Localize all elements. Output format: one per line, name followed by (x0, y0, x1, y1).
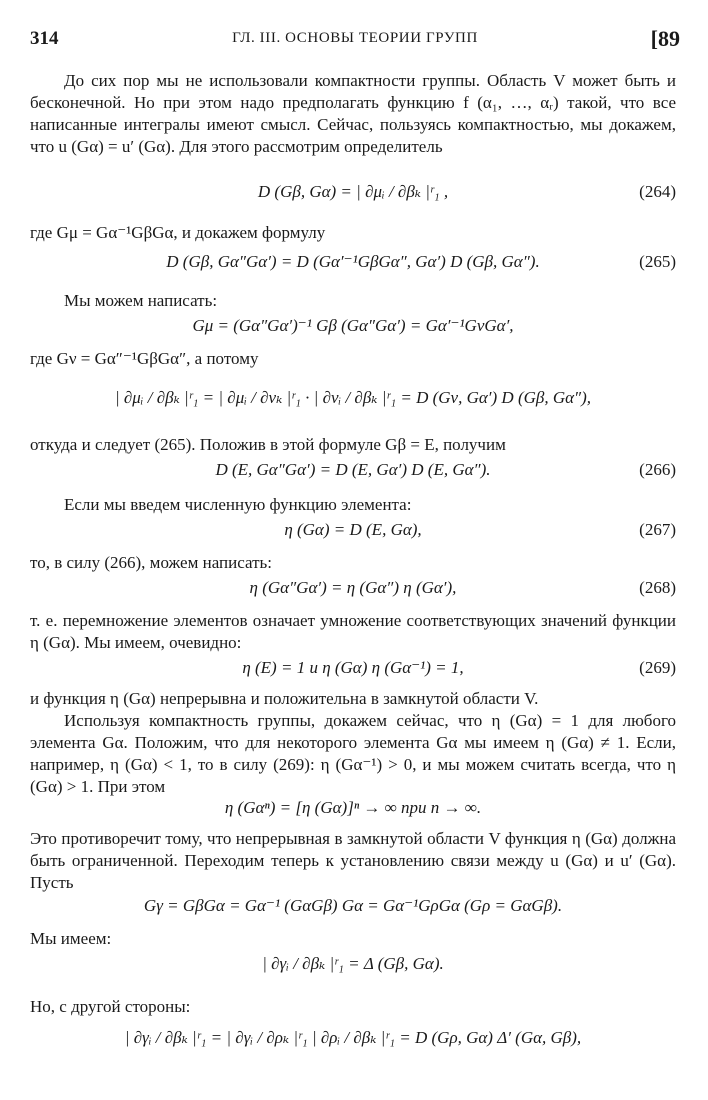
equation-body: Gμ = (Gα″Gα′)⁻¹ Gβ (Gα″Gα′) = Gα′⁻¹GνGα′, (192, 316, 514, 335)
text-line: Если мы введем численную функцию элемента: (64, 495, 412, 514)
equation-body: Gγ = GβGα = Gα⁻¹ (GαGβ) Gα = Gα⁻¹GρGα (Gρ = GαGβ). (143, 896, 563, 915)
text-line: Мы имеем: (30, 929, 112, 948)
equation-number: (269) (639, 658, 676, 677)
equation-264 (30, 168, 676, 220)
paragraph-multiplication: т. е. перемножение элементов означает умножение соответствующих значений функции η (Gα). Мы имеем, очевидно: (30, 611, 676, 652)
page-number: 314 (30, 28, 59, 49)
equation-body: | ∂μᵢ / ∂βₖ |ʳ₁ = | ∂μᵢ / ∂νₖ |ʳ₁ · | ∂νᵢ / ∂βₖ |ʳ₁ = D (Gν, Gα′) D (Gβ, Gα″), (114, 388, 592, 407)
paragraph-proof: Используя компактность группы, докажем сейчас, что η (Gα) = 1 для любого элемента Gα. Положим, что для некоторого элемента Gα мы имеем η (Gα) ≠ 1. Если, например, η (Gα) < 1, то в силу (269): η (Gα⁻¹) > 0, и мы можем считать всегда, что η (Gα) > 1. При этом (30, 711, 676, 796)
equation-269 (30, 652, 676, 686)
equation-body: η (Gαⁿ) = [η (Gα)]ⁿ → ∞ при n → ∞. (224, 798, 482, 817)
section-number: [89 (650, 26, 680, 51)
equation-body: η (E) = 1 и η (Gα) η (Gα⁻¹) = 1, (242, 658, 464, 677)
equation-body: η (Gα″Gα′) = η (Gα″) η (Gα′), (249, 578, 457, 597)
text-line: Но, с другой стороны: (30, 997, 191, 1016)
equation-body: D (E, Gα″Gα′) = D (E, Gα′) D (E, Gα″). (215, 460, 491, 479)
running-title: ГЛ. III. ОСНОВЫ ТЕОРИИ ГРУПП (232, 30, 478, 46)
equation-body: | ∂γᵢ / ∂βₖ |ʳ₁ = | ∂γᵢ / ∂ρₖ |ʳ₁ | ∂ρᵢ / ∂βₖ |ʳ₁ = D (Gρ, Gα) Δ′ (Gα, Gβ), (124, 1028, 582, 1047)
text-line: и функция η (Gα) непрерывна и положительна в замкнутой области V. (30, 689, 539, 708)
equation-body: | ∂γᵢ / ∂βₖ |ʳ₁ = Δ (Gβ, Gα). (262, 954, 444, 973)
equation-number: (267) (639, 520, 676, 539)
equation-268 (30, 572, 676, 606)
text-line: где Gμ = Gα⁻¹GβGα, и докажем формулу (30, 223, 326, 242)
equation-number: (264) (639, 182, 676, 201)
equation-mu (30, 310, 676, 344)
running-header (30, 28, 680, 54)
text-line: где Gν = Gα″⁻¹GβGα″, а потому (30, 349, 259, 368)
equation-body: D (Gβ, Gα) = | ∂μᵢ / ∂βₖ |ʳ₁ , (257, 182, 449, 201)
equation-266 (30, 454, 676, 488)
equation-265 (30, 246, 676, 280)
equation-body: η (Gα) = D (E, Gα), (284, 520, 422, 539)
equation-limit (30, 792, 676, 826)
paragraph-compactness: До сих пор мы не использовали компактности группы. Область V может быть и бесконечной. Но при этом надо предполагать функцию f (α₁, …, αᵣ) такой, что все написанные интегралы имеют смысл. Сейчас, пользуясь компактностью, мы докажем, что u (Gα) = u′ (Gα). Для этого рассмотрим определитель (30, 71, 676, 156)
equation-final (30, 1014, 676, 1066)
equation-delta (30, 940, 676, 992)
equation-jacobian-product (30, 374, 676, 426)
equation-267 (30, 514, 676, 548)
equation-number: (266) (639, 460, 676, 479)
paragraph-contradiction: Это противоречит тому, что непрерывная в замкнутой области V функция η (Gα) должна быть ограниченной. Переходим теперь к установлению связи между u (Gα) и u′ (Gα). Пусть (30, 829, 676, 892)
equation-number: (265) (639, 252, 676, 271)
text-line: Мы можем написать: (64, 291, 218, 310)
text-line: то, в силу (266), можем написать: (30, 553, 272, 572)
equation-number: (268) (639, 578, 676, 597)
text-line: откуда и следует (265). Положив в этой формуле Gβ = E, получим (30, 435, 506, 454)
equation-body: D (Gβ, Gα″Gα′) = D (Gα′⁻¹GβGα″, Gα′) D (Gβ, Gα″). (166, 252, 540, 271)
equation-gamma (30, 890, 676, 924)
